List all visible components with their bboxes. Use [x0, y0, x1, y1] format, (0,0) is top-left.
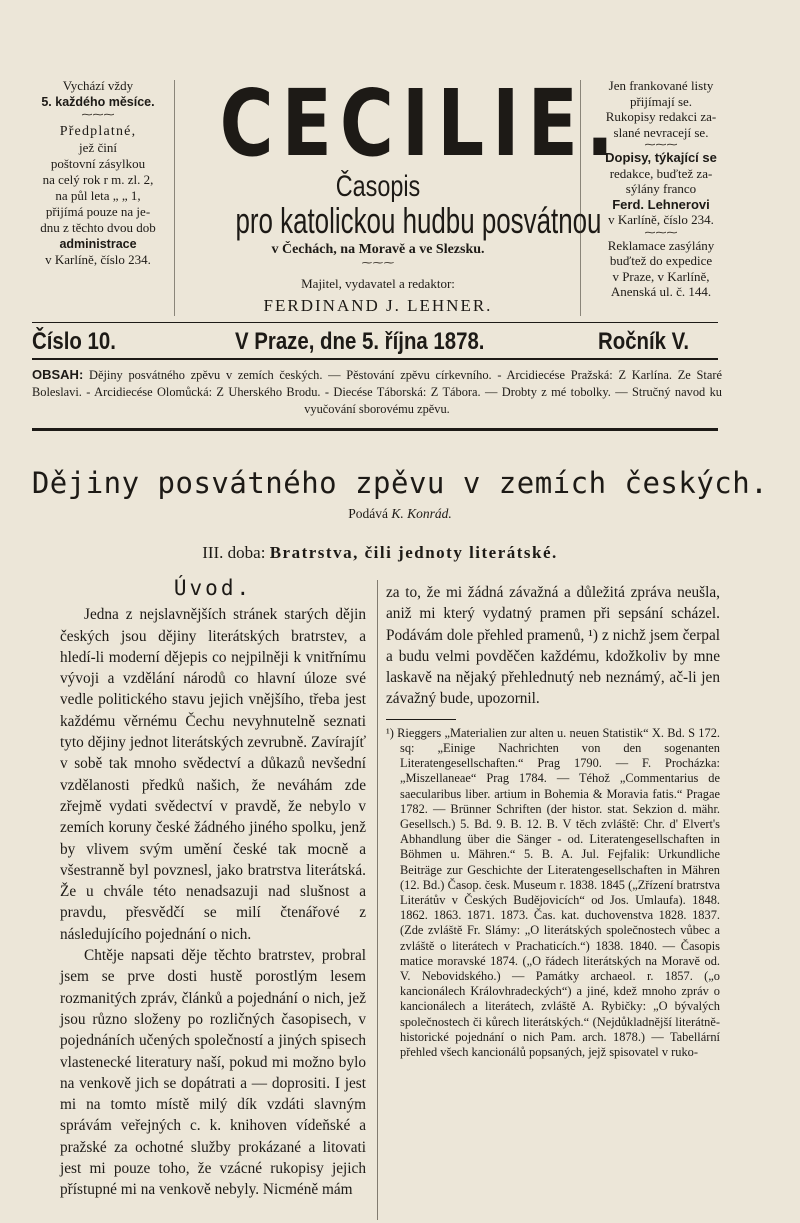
editor-name: Ferd. Lehnerovi: [612, 196, 710, 212]
article-section: [0, 543, 760, 563]
right-column: [386, 582, 720, 1060]
journal-subtitle-2: pro katolickou hudbu posvátnou: [235, 200, 602, 241]
notice-line: Rukopisy redakci za-: [605, 109, 717, 124]
subscription-line: poštovní zásylkou: [50, 156, 146, 171]
subscription-heading: Předplatné,: [59, 124, 137, 139]
subscription-line: přijímá pouze na je-: [45, 204, 151, 219]
notice-line: Anenská ul. č. 144.: [610, 284, 712, 299]
wave-ornament: ⁓⁓⁓: [644, 139, 678, 151]
owner-label: Majitel, vydavatel a redaktor:: [301, 276, 455, 291]
article-byline: [0, 506, 800, 522]
footnote: ¹) Rieggers „Materialien zur alten u. neuen Statistik“ X. Bd. S 172. sq: „Einige Nachrichten von den sogenanten Literatengesellschaften.“ Prag 1790. — F. Procházka: „Miszellaneae“ Prag 1784. — Téhož „Commentarius de saecularibus liber. artium in Bohemia & Moravia fatis.“ Pragae 1782. — Brünner Schriften (der histor. stat. Sekzion d. mähr. Gesellsch.) 5. Bd. 9. B. 12. B. V těch zvláště: Chr. d' Elvert's Abhandlung über die Sänger - od. Literatengesellschaften in Böhmen u. Mähren.“ 5. B. A. Jul. Fejfalik: Urkundliche Beiträge zur Geschichte der Literatengesellschaften in Mähren (12. Bd.) Časop. česk. Museum r. 1838. 1845 („Zřízení bratrstva Literátův v Českých Budějovicích“ od Jos. Umlaufa). 1848. 1862. 1863. 1871. 1873. Čas. kat. duchovenstva 1828. 1837. (Zde zvláště Fr. Slámy: „O literátských společnostech vůbec a zvláště o literátech v Prachaticích.“) 1838. 1840. — Časopis matice moravské 1874. („O řádech literátských na Moravě od. V. Nebovidského.) — Památky archaeol. r. 1857. („o kancionálech Královhradeckých“) a jiné, kdež mnoho zpráv o kancionálech a literátech, zvláště A. Rybičky: „O bývalých společnostech či kůrech literátských.“ (Nejdůkladnější literátně-historické pojednání o nich Pam. arch. 1878.) — Tabellární přehled všech kancionálů popsaných, jejž spisovatel v ruko-: [386, 725, 720, 1060]
notice-line: v Praze, v Karlíně,: [612, 268, 710, 284]
journal-region: v Čechách, na Moravě a ve Slezsku.: [271, 242, 485, 257]
subscription-line: na půl leta „ „ 1,: [55, 188, 141, 203]
issue-rule: [32, 358, 718, 360]
left-column: [60, 578, 366, 1201]
subscription-line: dnu z těchto dvou dob: [40, 220, 156, 235]
introduction-heading: Úvod.: [173, 576, 253, 600]
masthead-center: [180, 70, 622, 316]
owner-name: FERDINAND J. LEHNER.: [263, 296, 493, 315]
contents-text: Dějiny posvátného zpěvu v zemích českých. — Pěstování zpěvu církevního. - Arcidiecése Pražská: Z Karlína. Ze Staré Boleslavi. - Arcidiecése Olomůcká: Z Uherského Brodu. - Diecése Táborská: Z Tábora. — Drobty z mé tobolky. — Stručný navod ku vyučování sborovému zpěvu.: [32, 368, 723, 416]
notice-line: v Karlíně, číslo 234.: [608, 212, 714, 227]
masthead-left-info: [28, 78, 168, 268]
publish-day-line: 5. každého měsíce.: [41, 95, 155, 109]
notice-line: redakce, buďtež za-: [609, 165, 713, 181]
notice-line: slané nevracejí se.: [613, 124, 709, 140]
section-title: Bratrstva, čili jednoty literátské.: [269, 543, 558, 562]
issue-volume: Ročník V.: [598, 328, 690, 355]
administration-label: administrace: [59, 237, 137, 251]
body-paragraph: Jedna z nejslavnějších stránek starých dějin českých jsou dějiny literátských bratrstev, a hledí-li moderní dějepis co nejpilněji k vnitřnímu vývoji a vzdělání národů co hlavní úloze své vedle politického stavu jejich vnějšího, třeba jest každému věrnému Čechu nevyhnutelně seznati tyto dějiny jednot literátských zevrubně. Zavírajíť v sobě tak mnoho svědectví a důkazů nevšední vzdělanosti předků našich, že neváhám zde zřejmě vydati svědectví v pravdě, že nebylo v zemích koruny české žádného jiného spolku, jenž by vlivem svým umění české tak mocně a všestranně byl povznesl, jako bratrstva literátská. Že u chvále této nenadsazuji nad slušnost a pravdu, přesvědčí se milí čtenářové z následujícího pojednání o nich.: [60, 606, 366, 943]
issue-line: [32, 324, 718, 358]
notice-line: Jen frankované listy: [608, 78, 714, 93]
publish-frequency-line: Vychází vždy: [62, 78, 134, 93]
subscription-line: jež činí: [79, 140, 117, 155]
letters-heading: Dopisy, týkající se: [605, 150, 717, 165]
wave-ornament: ⁓⁓⁓: [644, 226, 678, 239]
section-prefix: III. doba:: [202, 543, 266, 562]
byline-prefix: Podává: [348, 506, 388, 521]
administration-address: v Karlíně, číslo 234.: [45, 252, 151, 267]
notice-line: sýlány franco: [625, 181, 697, 196]
issue-number: Číslo 10.: [32, 328, 116, 355]
issue-date: V Praze, dne 5. října 1878.: [235, 328, 485, 355]
masthead-right-info: [586, 78, 736, 300]
wave-ornament: ⁓⁓⁓: [361, 256, 395, 269]
masthead-rule: [32, 322, 718, 323]
column-divider: [377, 580, 378, 1220]
wave-ornament: ⁓⁓⁓: [81, 109, 115, 121]
notice-line: Reklamace zasýlány: [607, 237, 715, 253]
subscription-line: na celý rok r m. zl. 2,: [42, 172, 154, 187]
body-paragraph: za to, že mi žádná závažná a důležitá zpráva neušla, aniž mi který vydatný pramen při sepsání scházel. Podávám dole přehled pramenů, ¹) z nichž jsem čerpal a budu velmi povděčen každému, kdožkoliv by mne laskavě na nějaký přehlednutý neb neznámý, ač-li jen závažný bude, upozornil.: [386, 584, 720, 708]
contents-label: OBSAH:: [32, 367, 84, 382]
body-paragraph: Chtěje napsati děje těchto bratrstev, probral jsem se prve dosti hustě porostlým lesem rozmanitých zpráv, článků a pojednání o nich, jež jsou různo složeny po rozličných časopisech, v pojednáních učených společností a jiných spisech vlastenecké literatury naší, pokud mi možno bylo na venkově jich se dopátrati a — doprositi. I jest mi na tomto místě milý dík vzdáti slavným správám veřejných c. k. knihoven vídeňské a pražské za ochotné služby prokázané a litovati jest mi pouze toho, že vzácné rukopisy jejich přístupné mi na venkově nebyly. Nicméně mám: [60, 947, 366, 1199]
journal-subtitle: Časopis: [335, 170, 421, 203]
journal-title: CECILIE.: [219, 70, 622, 177]
notice-line: přijímají se.: [629, 93, 693, 109]
notice-line: buďtež do expedice: [609, 253, 713, 268]
contents-rule: [32, 428, 718, 431]
article-title: Dějiny posvátného zpěvu v zemích českých.: [31, 466, 769, 500]
byline-author: K. Konrád.: [391, 506, 452, 521]
table-of-contents: [32, 366, 722, 418]
footnote-rule: [386, 719, 456, 720]
